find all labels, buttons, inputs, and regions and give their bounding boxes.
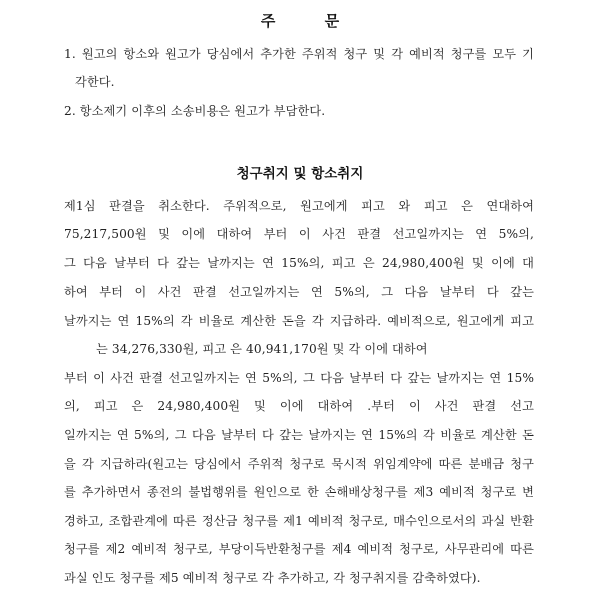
claims-line: 75,217,500원 및 이에 대하여 부터 이 사건 판결 선고일까지는 연 5%의, [64,227,534,241]
claims-line: 부터 이 사건 판결 선고일까지는 연 5%의, 그 다음 날부터 다 갚는 날까지는 연 15% [64,371,534,385]
order-item-2: 2. 항소제기 이후의 소송비용은 원고가 부담한다. [64,104,326,118]
claims-line: 일까지는 연 5%의, 그 다음 날부터 다 갚는 날까지는 연 15%의 각 비율로 계산한 돈 [64,428,534,442]
claims-line: 날까지는 연 15%의 각 비율로 계산한 돈을 각 지급하라. 예비적으로, 원고에게 피고 [64,314,534,328]
claims-line: 그 다음 날부터 다 갚는 날까지는 연 15%의, 피고 은 24,980,400원 및 이에 대 [64,256,534,270]
claims-line: 과실 인도 청구를 제5 예비적 청구로 각 추가하고, 각 청구취지를 감축하였다). [64,571,481,585]
claims-line: 를 추가하면서 종전의 불법행위를 원인으로 한 손해배상청구를 제3 예비적 청구로 변 [64,485,534,499]
claims-line: 하여 부터 이 사건 판결 선고일까지는 연 5%의, 그 다음 날부터 다 갚는 [64,285,534,299]
claims-line: 경하고, 조합관계에 따른 정산금 청구를 제1 예비적 청구로, 매수인으로서의 과실 반환 [64,514,534,528]
claims-line: 청구를 제2 예비적 청구로, 부당이득반환청구를 제4 예비적 청구로, 사무관리에 따른 [64,542,534,556]
claims-line: 제1심 판결을 취소한다. 주위적으로, 원고에게 피고 와 피고 은 연대하여 [64,199,534,213]
claims-title: 청구취지 및 항소취지 [236,166,364,182]
claims-line: 는 34,276,330원, 피고 은 40,941,170원 및 각 이에 대하여 [96,342,428,356]
order-item-1-line-1: 1. 원고의 항소와 원고가 당심에서 추가한 주위적 청구 및 각 예비적 청구를 모두 기 [64,47,534,61]
claims-line: 을 각 지급하라(원고는 당심에서 주위적 청구로 묵시적 위임계약에 따른 분배금 청구 [64,457,534,471]
claims-line: 의, 피고 은 24,980,400원 및 이에 대하여 .부터 이 사건 판결 선고 [64,399,534,413]
order-item-1-line-2: 각한다. [75,75,115,89]
order-title: 주 문 [260,12,340,30]
